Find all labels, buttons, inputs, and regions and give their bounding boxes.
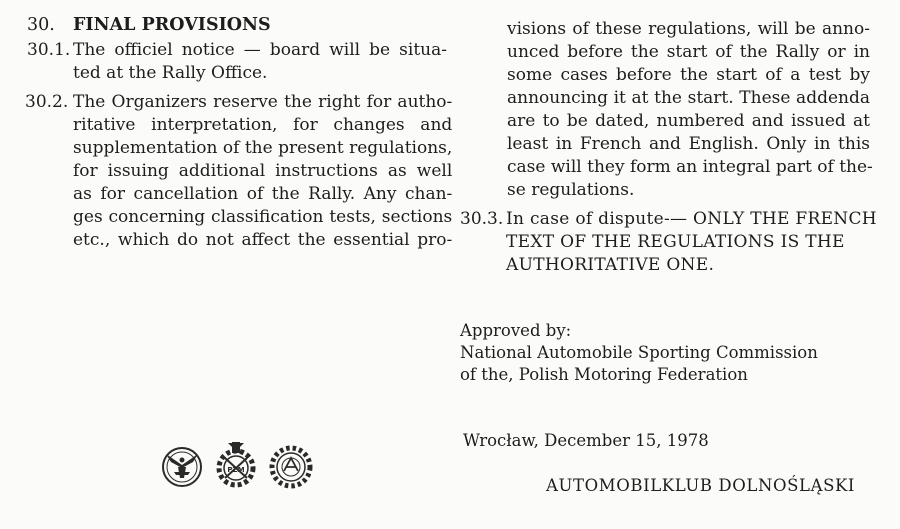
clause-number: 30.3. (460, 209, 504, 229)
clause-line: supplementation of the present regulations, (73, 138, 453, 158)
clause-text (506, 208, 880, 277)
clause-number: 30.1. (27, 40, 71, 60)
clause-line: TEXT OF THE REGULATIONS IS THE (506, 232, 845, 252)
clause-30-2 (25, 91, 453, 252)
pzm-emblem (219, 442, 253, 485)
clause-line: unced before the start of the Rally or in (507, 42, 870, 62)
clause-line: visions of these regulations, will be anno- (507, 19, 870, 39)
clause-30-1 (27, 39, 447, 85)
clause-line: In case of dispute-— ONLY THE FRENCH (506, 209, 877, 229)
left-column (25, 14, 453, 258)
clause-number: 30.2. (25, 92, 69, 112)
section-title: FINAL PROVISIONS (73, 15, 271, 35)
approval-line: of the, Polish Motoring Federation (460, 365, 748, 384)
section-number: 30. (27, 15, 55, 35)
clause-text (73, 39, 447, 85)
clause-line: some cases before the start of a test by (507, 65, 870, 85)
emblem-lettering: PZM (227, 466, 245, 474)
clause-line: The officiel notice — board will be situa- (73, 40, 447, 60)
clause-line: are to be dated, numbered and issued at (507, 111, 870, 131)
approval-block (460, 320, 818, 386)
clause-line: announcing it at the start. These addenda (507, 88, 870, 108)
clause-line: etc., which do not affect the essential pro- (73, 230, 453, 250)
clause-line: ted at the Rally Office. (73, 63, 268, 83)
clause-line: ges concerning classification tests, sections (73, 207, 453, 227)
clause-text (73, 91, 452, 252)
clause-30-3 (460, 208, 880, 277)
approval-line: National Automobile Sporting Commission (460, 343, 818, 362)
place-date: Wrocław, December 15, 1978 (463, 431, 709, 450)
clause-line: for issuing additional instructions as well (73, 161, 453, 181)
clause-line: ritative interpretation, for changes and (73, 115, 453, 135)
club-name: AUTOMOBILKLUB DOLNOŚLĄSKI (546, 476, 856, 495)
emblems (160, 438, 316, 494)
right-column (460, 18, 880, 283)
clause-line: se regulations. (507, 180, 635, 200)
clause-line: as for cancellation of the Rally. Any chan- (73, 184, 453, 204)
approval-line: Approved by: (460, 321, 572, 340)
gear-emblem (272, 448, 310, 486)
eagle-emblem (163, 448, 201, 486)
section-heading (27, 14, 447, 37)
clause-line: least in French and English. Only in this (507, 134, 870, 154)
clause-30-2-continuation (460, 18, 873, 202)
clause-line: AUTHORITATIVE ONE. (506, 255, 715, 275)
clause-line: The Organizers reserve the right for autho- (73, 92, 453, 112)
clause-line: case will they form an integral part of the- (507, 157, 873, 177)
